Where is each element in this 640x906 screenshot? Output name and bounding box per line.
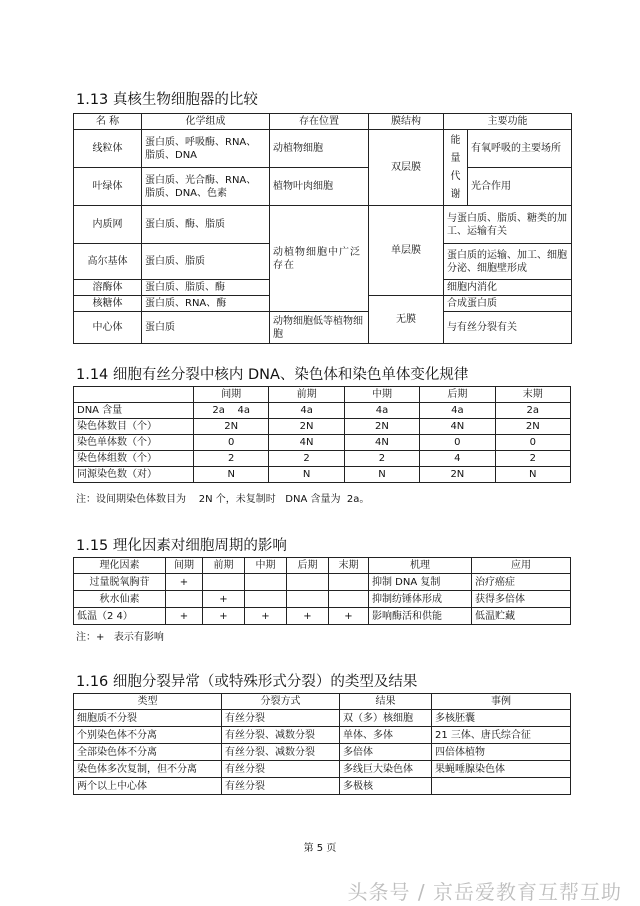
organelle-name: 线粒体 — [74, 130, 142, 168]
header-factor: 理化因素 — [74, 558, 166, 574]
table-row: 染色体数目（个） 2N 2N 2N 4N 2N — [74, 419, 571, 435]
header-telophase: 末期 — [329, 558, 369, 574]
membrane-double: 双层膜 — [369, 130, 444, 206]
header-function: 主要功能 — [444, 114, 572, 130]
section-title-1-15: 1.15 理化因素对细胞周期的影响 — [76, 538, 287, 554]
organelle-composition: 蛋白质、脂质 — [142, 244, 270, 280]
organelle-name: 叶绿体 — [74, 168, 142, 206]
table-row: 个别染色体不分离 有丝分裂、减数分裂 单体、多体 21 三体、唐氏综合征 — [74, 727, 571, 744]
watermark: 头条号 / 京岳爱教育互帮互助 — [347, 880, 622, 904]
header-prophase: 前期 — [269, 387, 344, 403]
header-metaphase: 中期 — [344, 387, 419, 403]
organelle-name: 溶酶体 — [74, 280, 142, 296]
organelle-function: 与蛋白质、脂质、糖类的加工、运输有关 — [444, 206, 572, 244]
table-row: 过量脱氧胸苷 + 抑制 DNA 复制 治疗癌症 — [74, 574, 571, 591]
header-application: 应用 — [472, 558, 571, 574]
header-location: 存在位置 — [270, 114, 369, 130]
header-mechanism: 机理 — [369, 558, 472, 574]
organelle-name: 中心体 — [74, 312, 142, 344]
header-example: 事例 — [432, 694, 571, 710]
location-centrosome: 动物细胞低等植物细胞 — [270, 312, 369, 344]
header-telophase: 末期 — [495, 387, 570, 403]
organelle-composition: 蛋白质、光合酶、RNA、脂质、DNA、色素 — [142, 168, 270, 206]
header-interphase: 间期 — [166, 558, 203, 574]
header-prophase: 前期 — [203, 558, 245, 574]
table-row: 两个以上中心体 有丝分裂 多极核 — [74, 778, 571, 795]
header-anaphase: 后期 — [287, 558, 329, 574]
header-membrane: 膜结构 — [369, 114, 444, 130]
abnormal-division-table — [73, 693, 571, 795]
location-widespread: 动植物细胞中广泛存在 — [270, 206, 369, 312]
organelle-location: 植物叶肉细胞 — [270, 168, 369, 206]
organelle-name: 核糖体 — [74, 296, 142, 312]
organelle-function: 光合作用 — [468, 168, 572, 206]
page-number: 第 5 页 — [303, 843, 337, 854]
organelle-location: 动植物细胞 — [270, 130, 369, 168]
header-name: 名 称 — [74, 114, 142, 130]
table-row: 细胞质不分裂 有丝分裂 双（多）核细胞 多核胚囊 — [74, 710, 571, 727]
organelle-function: 蛋白质的运输、加工、细胞分泌、细胞壁形成 — [444, 244, 572, 280]
membrane-none: 无膜 — [369, 296, 444, 344]
organelle-function: 合成蛋白质 — [444, 296, 572, 312]
header-anaphase: 后期 — [420, 387, 495, 403]
table-row: 染色单体数（个） 0 4N 4N 0 0 — [74, 435, 571, 451]
table-row: 同源染色数（对） N N N 2N N — [74, 467, 571, 483]
header-metaphase: 中期 — [245, 558, 287, 574]
note-1-14: 注：设间期染色体数目为 2N 个，未复制时 DNA 含量为 2a。 — [76, 494, 370, 505]
header-blank — [74, 387, 194, 403]
header-interphase: 间期 — [194, 387, 269, 403]
table-row: 秋水仙素 + 抑制纺锤体形成 获得多倍体 — [74, 591, 571, 608]
organelle-function: 与有丝分裂有关 — [444, 312, 572, 344]
table-row: 全部染色体不分离 有丝分裂、减数分裂 多倍体 四倍体植物 — [74, 744, 571, 761]
header-composition: 化学组成 — [142, 114, 270, 130]
table-row: 染色体组数（个） 2 2 2 4 2 — [74, 451, 571, 467]
note-1-15: 注：+ 表示有影响 — [76, 632, 164, 643]
organelle-composition: 蛋白质 — [142, 312, 270, 344]
mitosis-table — [73, 386, 571, 483]
organelle-composition: 蛋白质、酶、脂质 — [142, 206, 270, 244]
section-title-1-14: 1.14 细胞有丝分裂中核内 DNA、染色体和染色单体变化规律 — [76, 367, 469, 383]
section-title-1-13: 1.13 真核生物细胞器的比较 — [76, 92, 258, 108]
organelle-function: 细胞内消化 — [444, 280, 572, 296]
organelle-name: 高尔基体 — [74, 244, 142, 280]
table-row: DNA 含量 2a 4a 4a 4a 4a 2a — [74, 403, 571, 419]
organelle-name: 内质网 — [74, 206, 142, 244]
organelle-table — [73, 113, 572, 344]
header-result: 结果 — [340, 694, 432, 710]
organelle-composition: 蛋白质、RNA、酶 — [142, 296, 270, 312]
header-type: 类型 — [74, 694, 222, 710]
organelle-composition: 蛋白质、脂质、酶 — [142, 280, 270, 296]
organelle-function: 有氧呼吸的主要场所 — [468, 130, 572, 168]
cell-cycle-factors-table — [73, 557, 571, 625]
table-row: 染色体多次复制，但不分离 有丝分裂 多线巨大染色体 果蝇唾腺染色体 — [74, 761, 571, 778]
section-title-1-16: 1.16 细胞分裂异常（或特殊形式分裂）的类型及结果 — [76, 674, 418, 690]
header-division-mode: 分裂方式 — [222, 694, 340, 710]
table-row: 低温（2 4） + + + + + 影响酶活和供能 低温贮藏 — [74, 608, 571, 625]
energy-metabolism-label: 能 量 代 谢 — [444, 130, 468, 206]
membrane-single: 单层膜 — [369, 206, 444, 296]
organelle-composition: 蛋白质、呼吸酶、RNA、脂质、DNA — [142, 130, 270, 168]
